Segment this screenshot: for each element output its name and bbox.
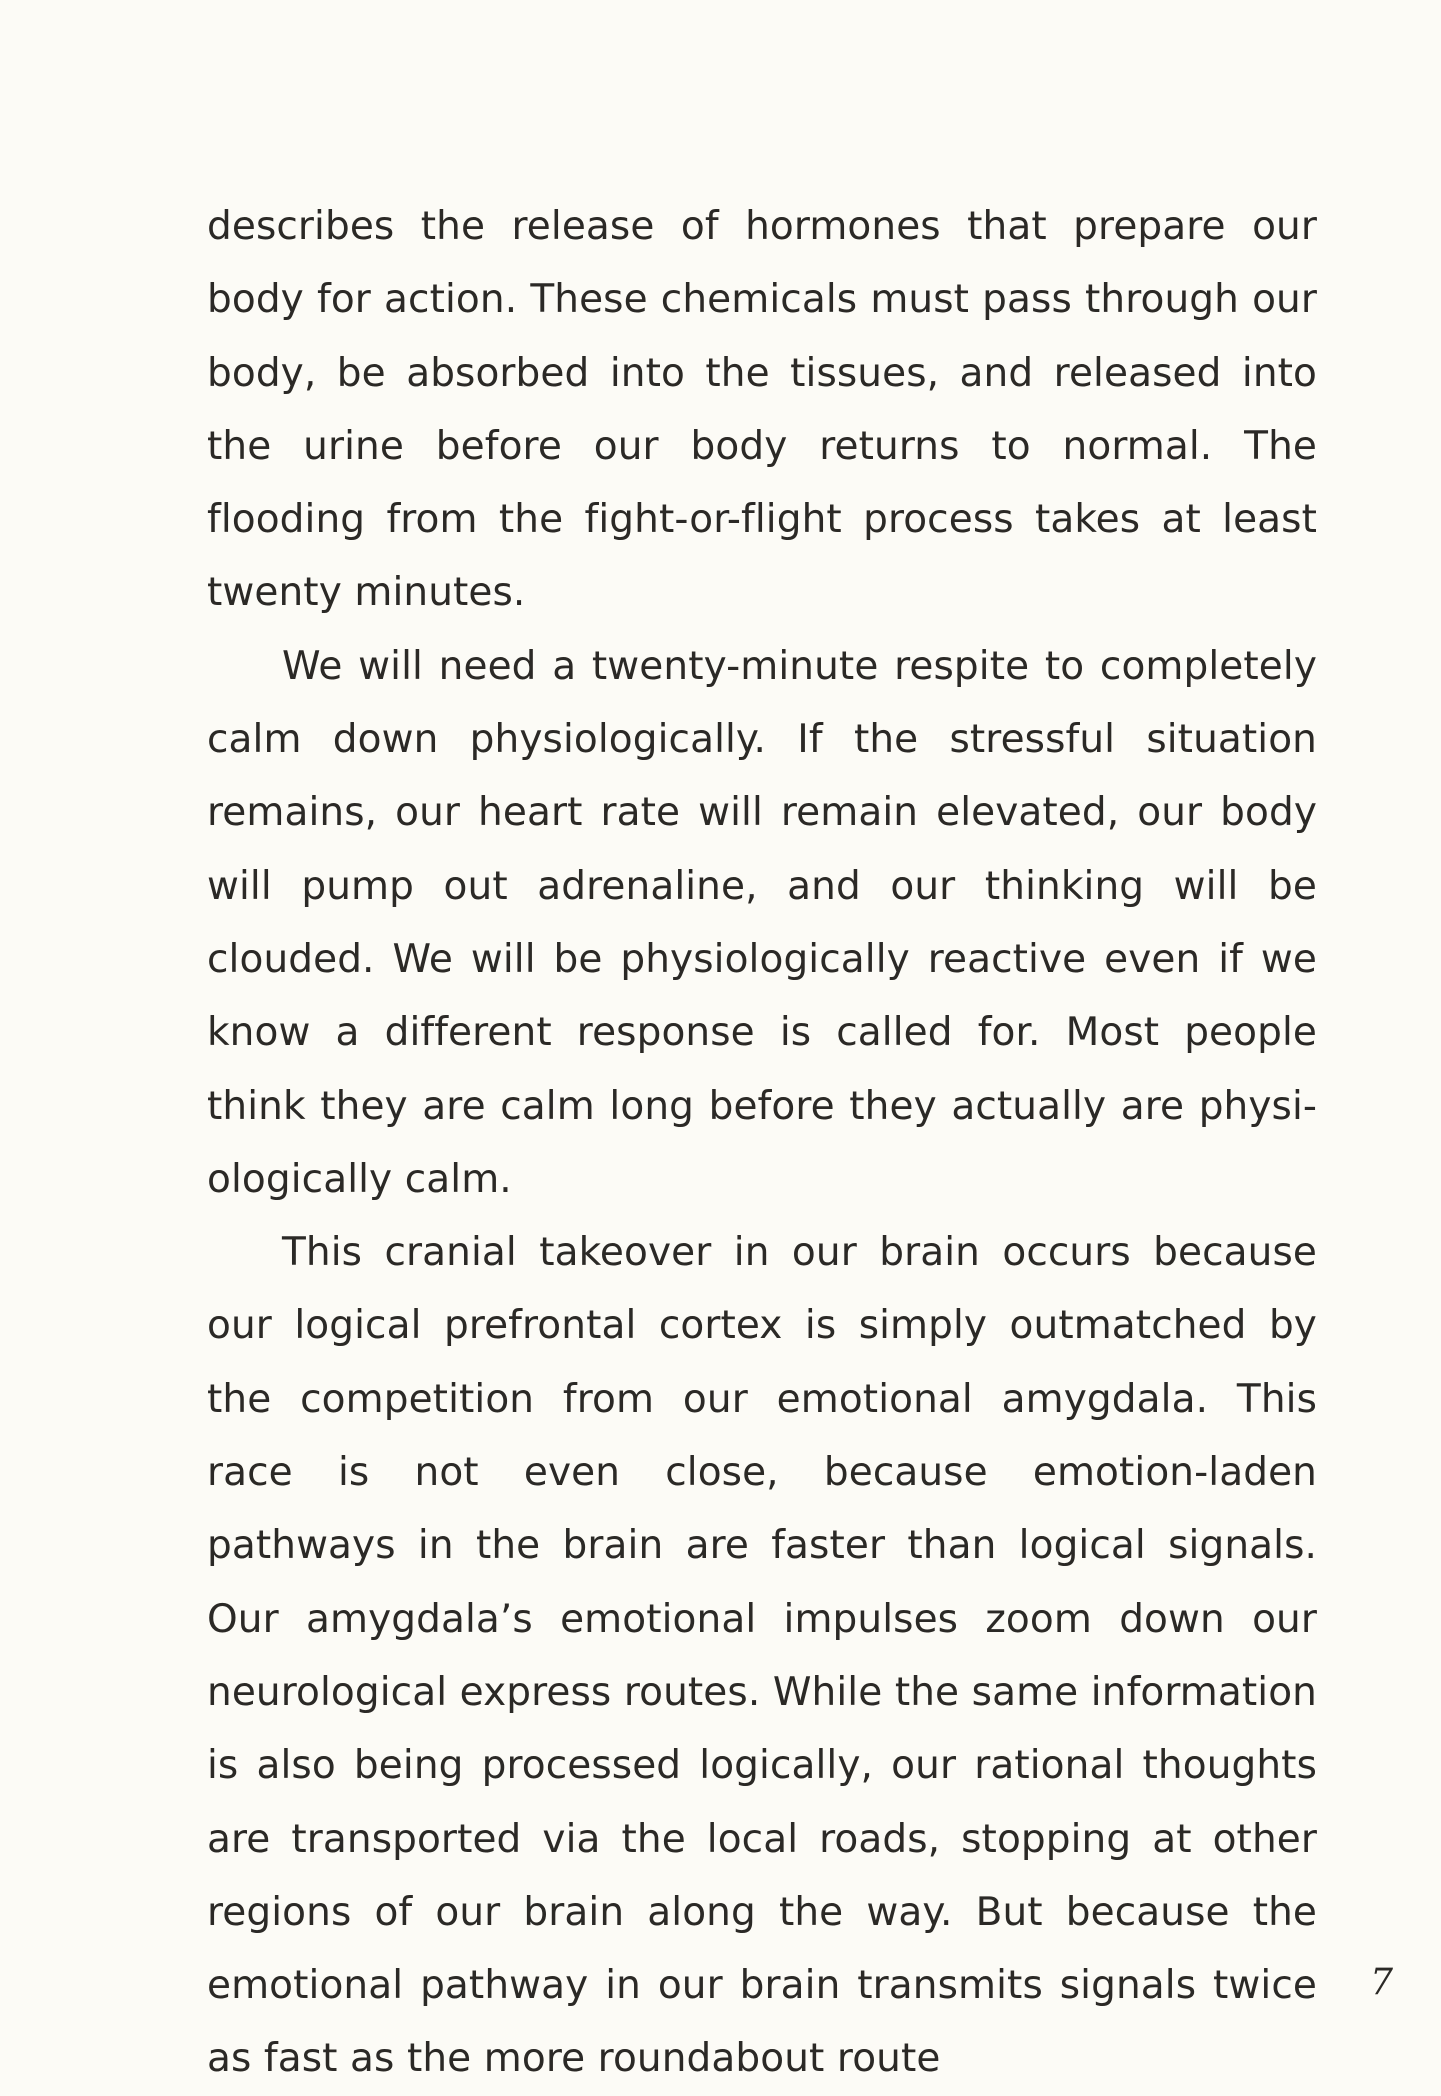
paragraph-3: This cranial takeover in our brain occurs because our logical prefrontal cortex is simply outmatched by the competition from our emotional amygdala. This race is not even close, because emotion-laden pathways in the brain are faster than logical signals. Our amygdala’s emotional impulses zoom down our neurological express routes. While the same information is also being processed logically, our rational thoughts are transported via the local roads, stopping at other regions of our brain along the way. But because the emotional pathway in our brain transmits signals twice as fast as the more roundabout route	[207, 1230, 1317, 2082]
body-text	[207, 190, 1317, 2096]
paragraph-1: describes the release of hormones that prepare our body for action. These chemicals must pass through our body, be absorbed into the tissues, and released into the urine before our body returns to normal. The flooding from the fight-or-flight process takes at least twenty minutes.	[207, 204, 1317, 616]
paragraph-2: We will need a twenty-minute respite to completely calm down physiologically. If the stressful situation remains, our heart rate will remain elevated, our body will pump out adrenaline, and our thinking will be clouded. We will be physiologically reactive even if we know a different response is called for. Most people think they are calm long before they actually are physiologically calm.	[207, 643, 1317, 1202]
page-number: 7	[1370, 1962, 1393, 2003]
